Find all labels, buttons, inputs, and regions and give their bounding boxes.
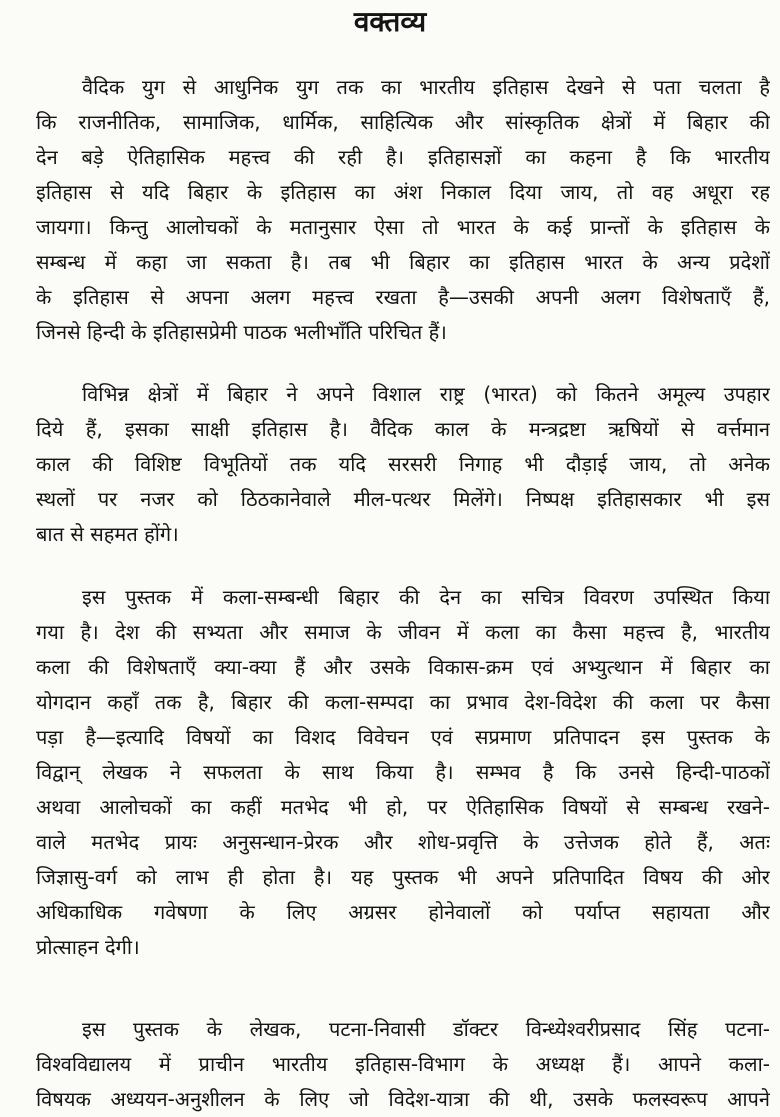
text-line: दिये हैं, इसका साक्षी इतिहास है। वैदिक काल के मन्त्रद्रष्टा ऋषियों से वर्त्तमान [36, 417, 770, 441]
text-line: पड़ा है—इत्यादि विषयों का विशद विवेचन एवं सप्रमाण प्रतिपादन इस पुस्तक के [36, 725, 770, 749]
text-line: देन बड़े ऐतिहासिक महत्त्व की रही है। इतिहासज्ञों का कहना है कि भारतीय [36, 145, 770, 169]
paragraph-4 [36, 1012, 770, 1117]
text-line: के इतिहास से अपना अलग महत्त्व रखता है—उसकी अपनी अलग विशेषताएँ हैं, [36, 285, 770, 309]
text-line: जायगा। किन्तु आलोचकों के मतानुसार ऐसा तो भारत के कई प्रान्तों के इतिहास के [36, 215, 770, 239]
text-line: बात से सहमत होंगे। [36, 522, 179, 546]
paragraph-2 [36, 377, 770, 552]
text-line: जिज्ञासु-वर्ग को लाभ ही होता है। यह पुस्तक भी अपने प्रतिपादित विषय की ओर [36, 865, 770, 889]
text-line: सम्बन्ध में कहा जा सकता है। तब भी बिहार का इतिहास भारत के अन्य प्रदेशों [36, 250, 770, 274]
text-line: जिनसे हिन्दी के इतिहासप्रेमी पाठक भलीभाँति परिचित हैं। [36, 320, 447, 344]
paragraph-3 [36, 580, 770, 965]
text-line: काल की विशिष्ट विभूतियों तक यदि सरसरी निगाह भी दौड़ाई जाय, तो अनेक [36, 452, 770, 476]
text-line: प्रोत्साहन देगी। [36, 935, 140, 959]
text-line: योगदान कहाँ तक है, बिहार की कला-सम्पदा का प्रभाव देश-विदेश की कला पर कैसा [36, 690, 770, 714]
text-line: इस पुस्तक के लेखक, पटना-निवासी डॉक्टर विन्ध्येश्वरीप्रसाद सिंह पटना- [82, 1017, 770, 1041]
text-line: विभिन्न क्षेत्रों में बिहार ने अपने विशाल राष्ट्र (भारत) को कितने अमूल्य उपहार [82, 382, 770, 406]
text-line: स्थलों पर नजर को ठिठकानेवाले मील-पत्थर मिलेंगे। निष्पक्ष इतिहासकार भी इस [36, 487, 770, 511]
text-line: वैदिक युग से आधुनिक युग तक का भारतीय इतिहास देखने से पता चलता है [82, 75, 770, 99]
text-line: विश्वविद्यालय में प्राचीन भारतीय इतिहास-विभाग के अध्यक्ष हैं। आपने कला- [36, 1052, 770, 1076]
text-line: कला की विशेषताएँ क्या-क्या हैं और उसके विकास-क्रम एवं अभ्युत्थान में बिहार का [36, 655, 770, 679]
text-line: इतिहास से यदि बिहार के इतिहास का अंश निकाल दिया जाय, तो वह अधूरा रह [36, 180, 770, 204]
text-line: अथवा आलोचकों का कहीं मतभेद भी हो, पर ऐतिहासिक विषयों से सम्बन्ध रखने- [36, 795, 770, 819]
paragraph-1 [36, 70, 770, 350]
text-line: इस पुस्तक में कला-सम्बन्धी बिहार की देन का सचित्र विवरण उपस्थित किया [82, 585, 770, 609]
text-line: गया है। देश की सभ्यता और समाज के जीवन में कला का कैसा महत्त्व है, भारतीय [36, 620, 770, 644]
text-line: विषयक अध्ययन-अनुशीलन के लिए जो विदेश-यात्रा की थी, उसके फलस्वरूप आपने [36, 1087, 770, 1111]
text-line: अधिकाधिक गवेषणा के लिए अग्रसर होनेवालों को पर्याप्त सहायता और [36, 900, 770, 924]
text-line: विद्वान् लेखक ने सफलता के साथ किया है। सम्भव है कि उनसे हिन्दी-पाठकों [36, 760, 770, 784]
page-title: वक्तव्य [353, 5, 427, 38]
text-line: वाले मतभेद प्रायः अनुसन्धान-प्रेरक और शोध-प्रवृत्ति के उत्तेजक होते हैं, अतः [36, 830, 770, 854]
text-line: कि राजनीतिक, सामाजिक, धार्मिक, साहित्यिक और सांस्कृतिक क्षेत्रों में बिहार की [36, 110, 770, 134]
